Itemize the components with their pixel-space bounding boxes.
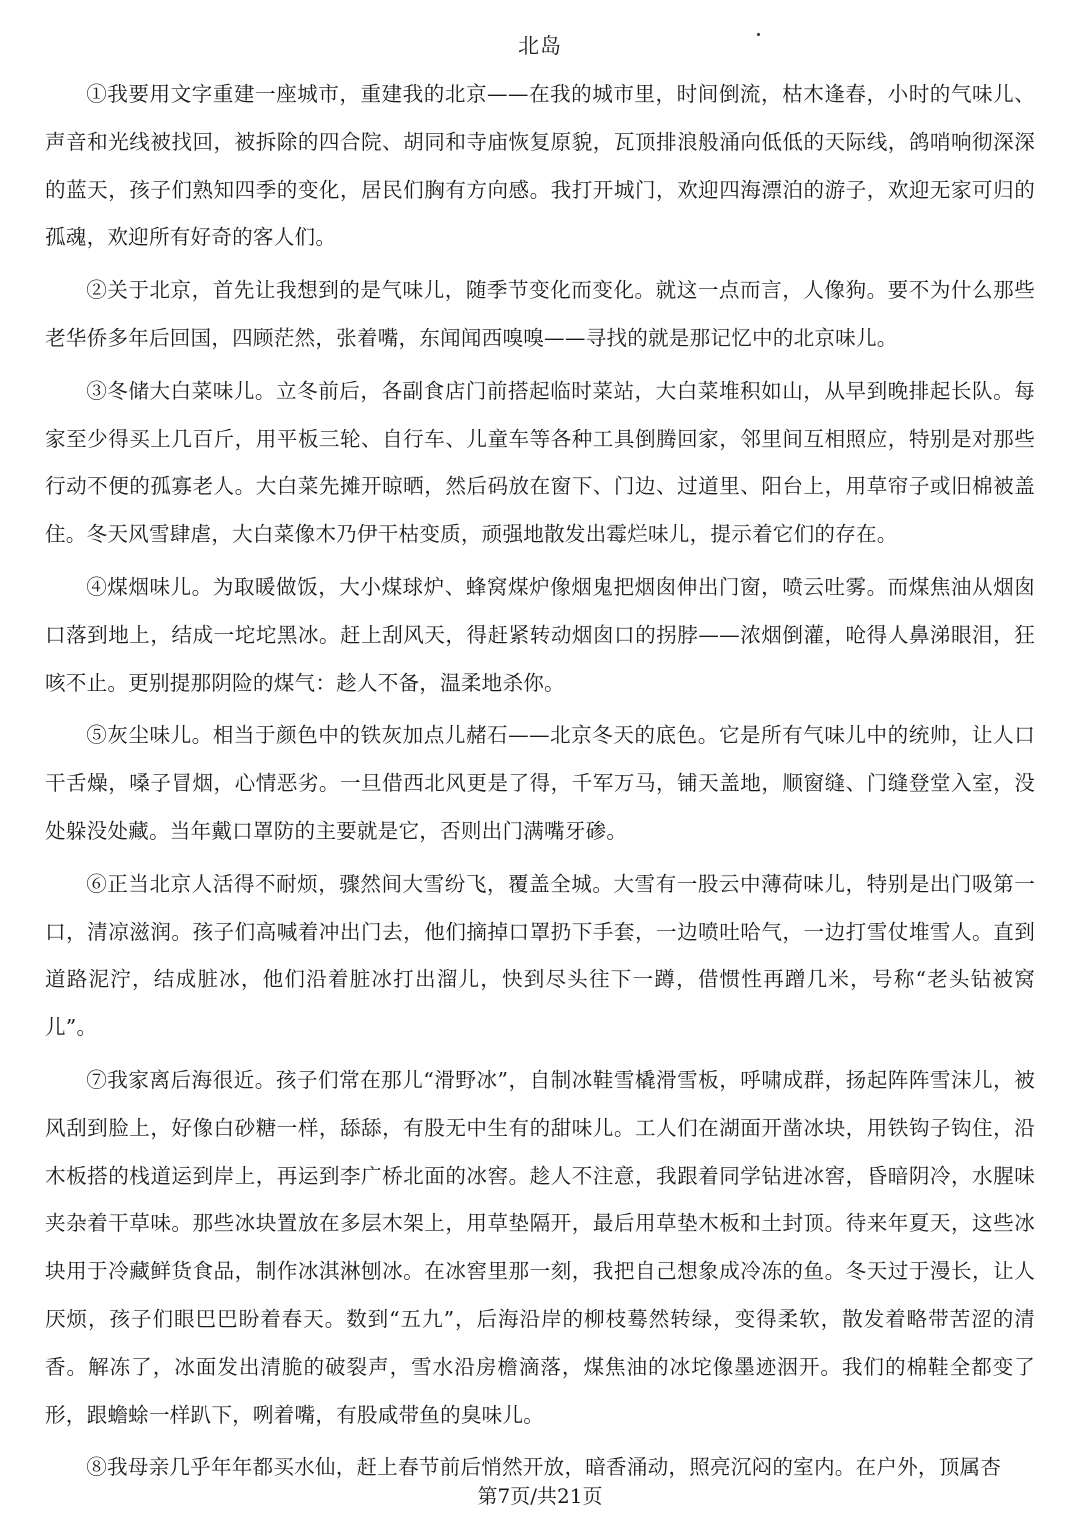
paragraph-6: ⑥正当北京人活得不耐烦，骤然间大雪纷飞，覆盖全城。大雪有一股云中薄荷味儿，特别是出门吸第一口，清凉滋润。孩子们高喊着冲出门去，他们摘掉口罩扔下手套，一边喷吐哈气，一边打雪仗堆雪人。直到道路泥泞，结成脏冰，他们沿着脏冰打出溜儿，快到尽头往下一蹲，借惯性再蹭几米，号称“老头钻被窝儿”。 <box>45 871 1035 1040</box>
scan-speck <box>757 33 760 36</box>
paragraph-1: ①我要用文字重建一座城市，重建我的北京——在我的城市里，时间倒流，枯木逢春，小时的气味儿、声音和光线被找回，被拆除的四合院、胡同和寺庙恢复原貌，瓦顶排浪般涌向低低的天际线，鸽哨响彻深深的蓝天，孩子们熟知四季的变化，居民们胸有方向感。我打开城门，欢迎四海漂泊的游子，欢迎无家可归的孤魂，欢迎所有好奇的客人们。 <box>45 82 1035 250</box>
paragraph-8: ⑧我母亲几乎年年都买水仙，赶上春节前后悄然开放，暗香涌动，照亮沉闷的室内。在户外，顶属杏 <box>86 1455 1002 1480</box>
author-name: 北岛 <box>518 34 562 58</box>
article-body <box>45 71 1035 1497</box>
paragraph-2: ②关于北京，首先让我想到的是气味儿，随季节变化而变化。就这一点而言，人像狗。要不为什么那些老华侨多年后回国，四顾茫然，张着嘴，东闻闻西嗅嗅——寻找的就是那记忆中的北京味儿。 <box>45 278 1035 350</box>
paragraph-5: ⑤灰尘味儿。相当于颜色中的铁灰加点儿赭石——北京冬天的底色。它是所有气味儿中的统帅，让人口干舌燥，嗓子冒烟，心情恶劣。一旦借西北风更是了得，千军万马，铺天盖地，顺窗缝、门缝登堂入室，没处躲没处藏。当年戴口罩防的主要就是它，否则出门满嘴牙碜。 <box>45 723 1035 843</box>
paragraph-3: ③冬储大白菜味儿。立冬前后，各副食店门前搭起临时菜站，大白菜堆积如山，从早到晚排起长队。每家至少得买上几百斤，用平板三轮、自行车、儿童车等各种工具倒腾回家，邻里间互相照应，特别是对那些行动不便的孤寡老人。大白菜先摊开晾晒，然后码放在窗下、门边、过道里、阳台上，用草帘子或旧棉被盖住。冬天风雪肆虐，大白菜像木乃伊干枯变质，顽强地散发出霉烂味儿，提示着它们的存在。 <box>45 378 1035 547</box>
paragraph-7: ⑦我家离后海很近。孩子们常在那儿“滑野冰”，自制冰鞋雪橇滑雪板，呼啸成群，扬起阵阵雪沫儿，被风刮到脸上，好像白砂糖一样，舔舔，有股无中生有的甜味儿。工人们在湖面开凿冰块，用铁钩子钩住，沿木板搭的栈道运到岸上，再运到李广桥北面的冰窖。趁人不注意，我跟着同学钻进冰窖，昏暗阴冷，水腥味夹杂着干草味。那些冰块置放在多层木架上，用草垫隔开，最后用草垫木板和土封顶。待来年夏天，这些冰块用于冷藏鲜货食品，制作冰淇淋刨冰。在冰窖里那一刻，我把自己想象成冷冻的鱼。冬天过于漫长，让人厌烦，孩子们眼巴巴盼着春天。数到“五九”，后海沿岸的柳枝蓦然转绿，变得柔软，散发着略带苦涩的清香。解冻了，冰面发出清脆的破裂声，雪水沿房檐滴落，煤焦油的冰坨像墨迹洇开。我们的棉鞋全都变了形，跟蟾蜍一样趴下，咧着嘴，有股咸带鱼的臭味儿。 <box>45 1067 1035 1427</box>
page-number: 第7页/共21页 <box>477 1484 603 1508</box>
paragraph-4: ④煤烟味儿。为取暖做饭，大小煤球炉、蜂窝煤炉像烟鬼把烟囱伸出门窗，喷云吐雾。而煤焦油从烟囱口落到地上，结成一坨坨黑冰。赶上刮风天，得赶紧转动烟囱口的拐脖——浓烟倒灌，呛得人鼻涕眼泪，狂咳不止。更别提那阴险的煤气：趁人不备，温柔地杀你。 <box>45 574 1035 695</box>
